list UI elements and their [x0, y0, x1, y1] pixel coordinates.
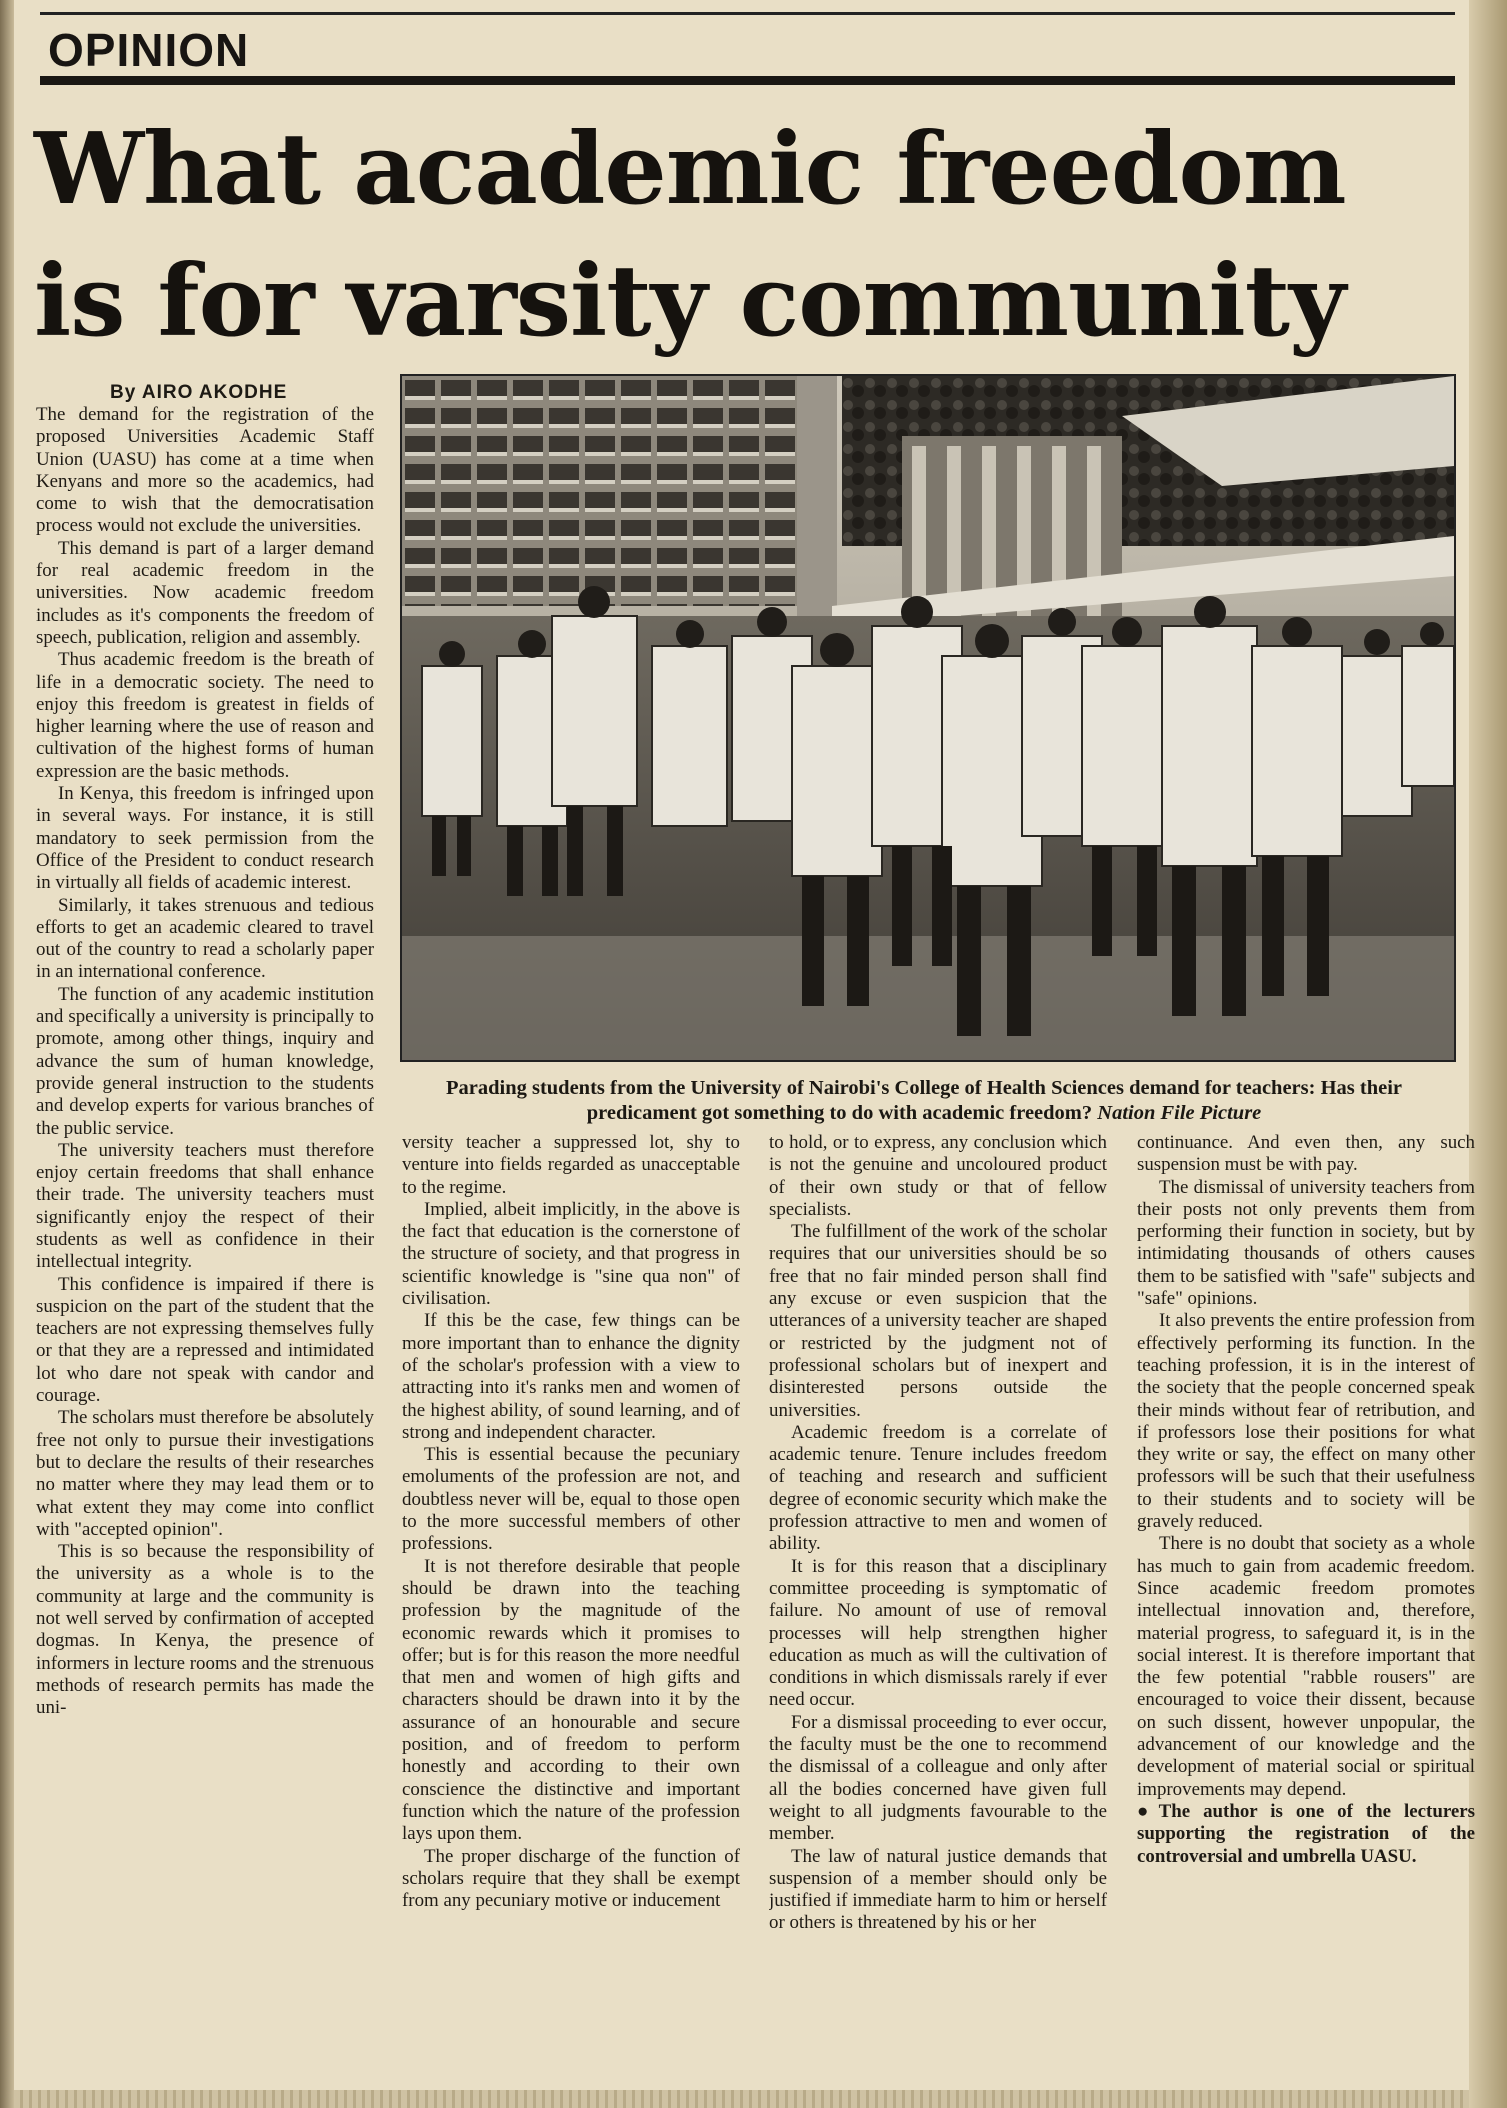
article-column-2 — [402, 1132, 740, 2072]
paragraph: The dismissal of university teachers from their posts not only prevents them from performing their function in society, but by intimidating thousands of others causes them to be satisfied with "safe" subjects and "safe" opinions. — [1137, 1176, 1475, 1310]
author-note — [1137, 1801, 1475, 1868]
paragraph: to hold, or to express, any conclusion which is not the genuine and uncoloured product of their own study or that of fellow specialists. — [769, 1132, 1107, 1220]
caption-text: Parading students from the University of Nairobi's College of Health Sciences demand for teachers: Has their predicament got something to do with academic freedom? — [445, 1077, 1402, 1124]
paragraph: This confidence is impaired if there is suspicion on the part of the student that the teachers are not expressing themselves fully or that they are a repressed and intimidated lot who dare not speak with candor and courage. — [36, 1273, 374, 1407]
paragraph: continuance. And even then, any such suspension must be with pay. — [1137, 1132, 1475, 1176]
paragraph: The scholars must therefore be absolutely free not only to pursue their investigations but to declare the results of their researches no matter where they may lead them or to what extent they may come into conflict with "accepted opinion". — [36, 1407, 374, 1540]
paragraph: versity teacher a suppressed lot, shy to venture into fields regarded as unacceptable to the regime. — [402, 1132, 740, 1198]
page-bottom-edge — [14, 2090, 1469, 2108]
top-rule — [40, 12, 1455, 15]
byline: By AIRO AKODHE — [110, 382, 288, 403]
paragraph: This demand is part of a larger demand for real academic freedom in the universities. Now academic freedom includes as it's components the freedom of speech, publication, religion and assembly. — [36, 537, 374, 648]
paragraph: The demand for the registration of the proposed Universities Academic Staff Union (UASU) has come at a time when Kenyans and more so the academics, had come to wish that the democratisation process would not exclude the universities. — [36, 404, 374, 537]
section-rule — [40, 76, 1455, 85]
article-column-4 — [1137, 1132, 1475, 2072]
section-label: OPINION — [48, 24, 250, 76]
paragraph: This is essential because the pecuniary emoluments of the profession are not, and doubtless never will be, equal to those open to the more successful members of other professions. — [402, 1444, 740, 1555]
photo-caption — [404, 1076, 1444, 1126]
news-photo — [400, 374, 1456, 1062]
paragraph: The law of natural justice demands that suspension of a member should only be justified if immediate harm to him or herself or others is threatened by his or her — [769, 1845, 1107, 1934]
paragraph: The university teachers must therefore enjoy certain freedoms that shall enhance their trade. The university teachers must significantly enjoy the respect of their students as well as confidence in their intellectual integrity. — [36, 1139, 374, 1273]
paragraph: In Kenya, this freedom is infringed upon in several ways. For instance, it is still mandatory to seek permission from the Office of the President to conduct research in virtually all fields of academic interest. — [36, 783, 374, 894]
paragraph: There is no doubt that society as a whole has much to gain from academic freedom. Since academic freedom promotes intellectual innovation and, therefore, material progress, to safeguard it, is in the social interest. It is therefore important that the few potential "rabble rousers" are encouraged to voice their dissent, because on such dissent, however unpopular, the advancement of our knowledge and the development of material social or spiritual improvements may depend. — [1137, 1533, 1475, 1800]
paragraph: It also prevents the entire profession from effectively performing its function. In the teaching profession, it is in the interest of the society that the people concerned speak their minds without fear of retribution, and if professors lose their positions for what they write or say, the effect on many other professors will be such that their usefulness to their students and to society will be gravely reduced. — [1137, 1310, 1475, 1533]
paragraph: If this be the case, few things can be more important than to enhance the dignity of the scholar's profession with a view to attracting into it's ranks men and women of the highest ability, of sound learning, and of strong and independent character. — [402, 1310, 740, 1443]
author-note-text: The author is one of the lecturers supporting the registration of the controversial and umbrella UASU. — [1137, 1800, 1475, 1867]
paragraph: The fulfillment of the work of the scholar requires that our universities should be so free that no fair minded person shall find any excuse or even suspicion that the utterances of a university teacher are shaped or restricted by the judgment not of professional scholars but of inexpert and disinterested persons outside the universities. — [769, 1221, 1107, 1421]
bullet-icon: ● — [1137, 1800, 1157, 1822]
paragraph: It is not therefore desirable that people should be drawn into the teaching profession by the magnitude of the economic rewards which it promises to offer; but is for this reason the more needful that men and women of high gifts and characters should be drawn into it by the assurance of an honourable and secure position, and of freedom to perform honestly and according to their own conscience the distinctive and important function which the nature of the profession lays upon them. — [402, 1555, 740, 1845]
paragraph: Academic freedom is a correlate of academic tenure. Tenure includes freedom of teaching and research and sufficient degree of economic security which make the profession attractive to men and women of ability. — [769, 1421, 1107, 1555]
paragraph: The function of any academic institution and specifically a university is principally to promote, among other things, inquiry and advance the sum of human knowledge, provide general instruction to the students and develop experts for various branches of the public service. — [36, 983, 374, 1139]
caption-credit: Nation File Picture — [1097, 1102, 1262, 1124]
article-column-1 — [36, 404, 374, 2064]
page-edge-left — [0, 0, 14, 2108]
paragraph: This is so because the responsibility of the university as a whole is to the community at large and the community is not well served by confirmation of accepted dogmas. In Kenya, the presence of informers in lecture rooms and the strenuous methods of research permits has made the uni- — [36, 1541, 374, 1719]
paragraph: For a dismissal proceeding to ever occur, the faculty must be the one to recommend the dismissal of a colleague and only after all the bodies concerned have given full weight to all judgments favourable to the member. — [769, 1711, 1107, 1845]
article-column-3 — [769, 1132, 1107, 2072]
paragraph: The proper discharge of the function of scholars require that they shall be exempt from any pecuniary motive or inducement — [402, 1845, 740, 1912]
paragraph: Thus academic freedom is the breath of life in a democratic society. The need to enjoy this freedom is greatest in fields of higher learning where the use of reason and cultivation of the highest forms of human expression are the basic methods. — [36, 649, 374, 782]
headline: What academic freedom is for varsity community — [34, 112, 1346, 359]
news-photo-illustration — [402, 376, 1454, 1060]
paragraph: Implied, albeit implicitly, in the above is the fact that education is the cornerstone of the structure of society, and that progress in scientific knowledge is "sine qua non" of civilisation. — [402, 1198, 740, 1310]
paragraph: It is for this reason that a disciplinary committee proceeding is symptomatic of failure. No amount of use of removal processes will help strengthen higher education as much as will the cultivation of conditions in which dismissals rarely if ever need occur. — [769, 1555, 1107, 1711]
paragraph: Similarly, it takes strenuous and tedious efforts to get an academic cleared to travel out of the country to read a scholarly paper in an international conference. — [36, 894, 374, 983]
